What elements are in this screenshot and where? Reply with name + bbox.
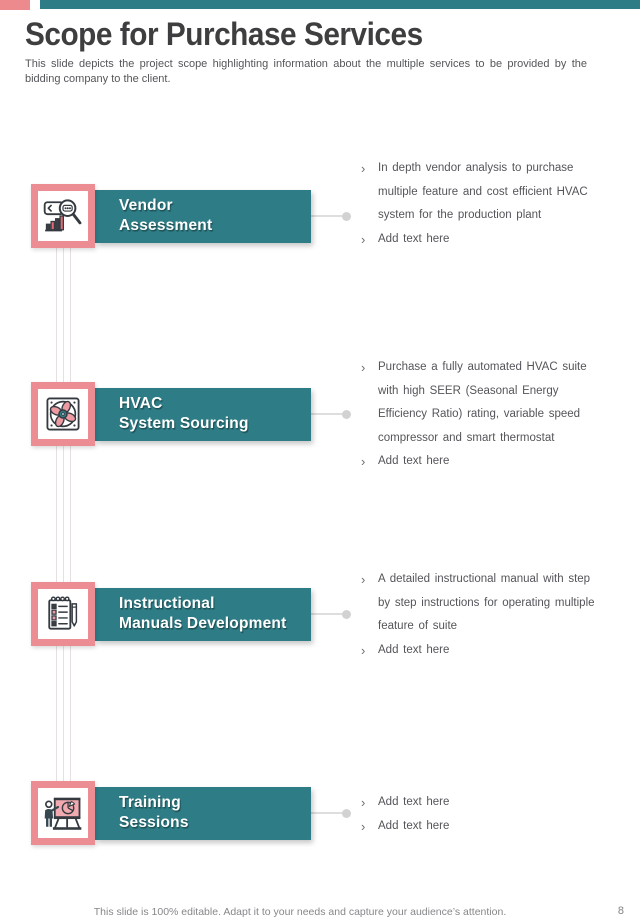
- service-banner[interactable]: [95, 190, 311, 243]
- bullet-item[interactable]: [361, 568, 613, 639]
- bullet-item[interactable]: [361, 815, 613, 839]
- slide-subtitle[interactable]: This slide depicts the project scope highlighting information about the multiple services to be provided by the bidding company to the client.: [25, 58, 587, 85]
- service-title-line2: Sessions: [119, 814, 189, 831]
- service-banner[interactable]: [95, 588, 311, 641]
- bullet-text-placeholder: Add text here: [378, 796, 450, 808]
- editable-note: This slide is 100% editable. Adapt it to your needs and capture your audience’s attention.: [93, 906, 507, 918]
- bullet-item[interactable]: [361, 157, 613, 228]
- bullet-text: Purchase a fully automated HVAC suite with high SEER (Seasonal Energy Efficiency Ratio) rating, variable speed compressor and smart thermostat: [378, 361, 587, 444]
- page-title[interactable]: Scope for Purchase Services: [25, 16, 423, 52]
- service-title-line2: Manuals Development: [119, 615, 287, 632]
- service-row-instructional-manuals: [31, 582, 351, 646]
- bullet-chevron-icon: ›: [361, 795, 366, 810]
- hvac-fan-icon-svg: [41, 392, 85, 436]
- bullet-item[interactable]: [361, 450, 613, 474]
- bullet-text: A detailed instructional manual with step by step instructions for operating multiple feature of suite: [378, 573, 595, 632]
- bullet-item[interactable]: [361, 639, 613, 663]
- bullet-list-training-sessions[interactable]: [361, 791, 613, 838]
- service-row-vendor-assessment: [31, 184, 351, 248]
- service-title-line1: HVAC: [119, 395, 163, 412]
- vendor-analysis-icon-svg: [41, 194, 85, 238]
- service-row-hvac-sourcing: [31, 382, 351, 446]
- connector-dot: [342, 809, 351, 818]
- bullet-item[interactable]: [361, 791, 613, 815]
- bullet-chevron-icon: ›: [361, 231, 366, 247]
- bullet-item[interactable]: [361, 356, 613, 450]
- connector-dot: [342, 212, 351, 221]
- page-number: 8: [617, 905, 624, 917]
- service-title-line1: Instructional: [119, 595, 215, 612]
- instruction-manual-icon-svg: [41, 592, 85, 636]
- row-connector: [311, 809, 351, 818]
- row-connector: [311, 212, 351, 221]
- row-connector: [311, 610, 351, 619]
- training-presentation-icon[interactable]: [31, 781, 95, 845]
- vendor-analysis-icon[interactable]: [31, 184, 95, 248]
- bullet-item[interactable]: [361, 228, 613, 252]
- bullet-chevron-icon: ›: [361, 454, 366, 469]
- top-accent-teal-bar: [40, 0, 640, 9]
- connector-dot: [342, 410, 351, 419]
- service-title-line1: Training: [119, 794, 181, 811]
- service-row-training-sessions: [31, 781, 351, 845]
- bullet-chevron-icon: ›: [361, 818, 366, 834]
- service-title-line2: System Sourcing: [119, 415, 249, 432]
- bullet-list-instructional-manuals[interactable]: [361, 568, 613, 662]
- top-accent-pink-bar: [0, 0, 30, 10]
- bullet-text-placeholder: Add text here: [378, 819, 450, 832]
- bullet-text-placeholder: Add text here: [378, 643, 450, 656]
- hvac-fan-icon[interactable]: [31, 382, 95, 446]
- bullet-chevron-icon: ›: [361, 572, 366, 587]
- bullet-list-vendor-assessment[interactable]: [361, 157, 613, 251]
- training-presentation-icon-svg: [41, 791, 85, 835]
- bullet-list-hvac-sourcing[interactable]: [361, 356, 613, 474]
- bullet-text-placeholder: Add text here: [378, 455, 450, 467]
- service-banner[interactable]: [95, 388, 311, 441]
- service-title-line1: Vendor: [119, 197, 173, 214]
- service-banner[interactable]: [95, 787, 311, 840]
- bullet-chevron-icon: ›: [361, 642, 366, 658]
- bullet-chevron-icon: ›: [361, 360, 366, 375]
- instruction-manual-icon[interactable]: [31, 582, 95, 646]
- timeline-connector-lines: [56, 216, 71, 814]
- bullet-chevron-icon: ›: [361, 161, 366, 176]
- bullet-text-placeholder: Add text here: [378, 232, 450, 245]
- service-title-line2: Assessment: [119, 217, 213, 234]
- connector-dot: [342, 610, 351, 619]
- bullet-text: In depth vendor analysis to purchase multiple feature and cost efficient HVAC system for the production plant: [378, 162, 588, 221]
- row-connector: [311, 410, 351, 419]
